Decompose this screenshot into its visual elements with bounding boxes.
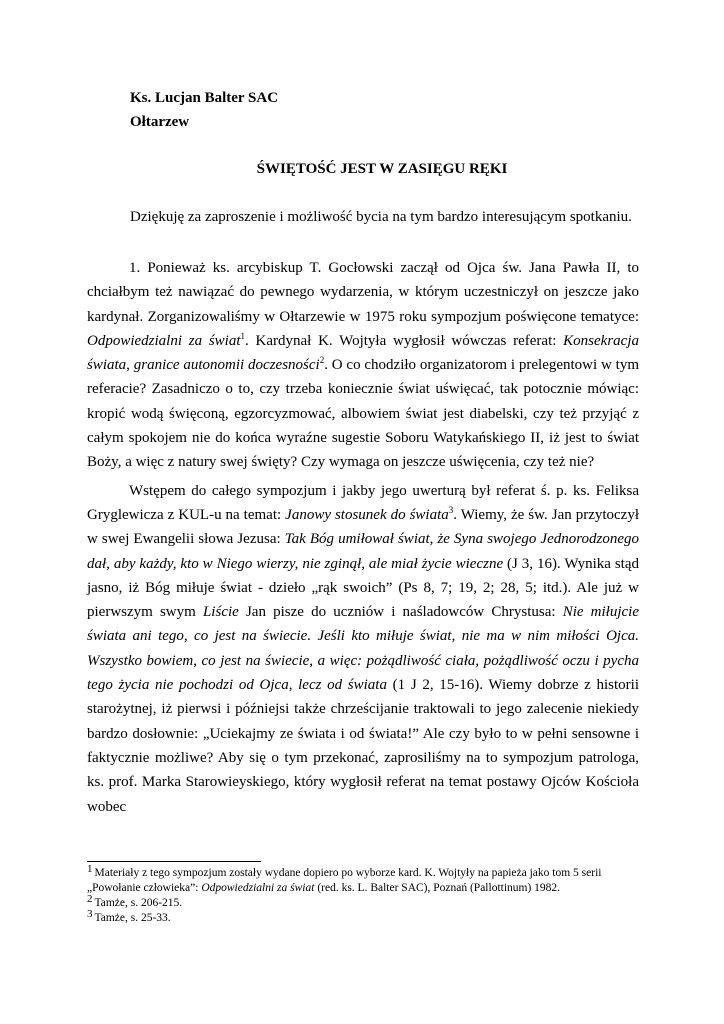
paragraph-1-text: . Kardynał K. Wojtyła wygłosił wówczas referat: xyxy=(245,332,564,349)
paragraph-2-quote: Nie miłujcie świata ani tego, co jest na świecie. Jeśli kto miłuje świat, nie ma w nim miłości Ojca. Wszystko bowiem, co jest na świecie, a więc: pożądliwość ciała, pożądliwość oczu i pycha tego życia nie pochodzi od Ojca, lecz od świata xyxy=(87,604,639,694)
footnote-ref-2: 2 xyxy=(319,355,325,366)
body-text xyxy=(87,256,639,819)
footnote-text: Materiały z tego sympozjum zostały wydane dopiero po wyborze kard. K. Wojtyły na papieża jako tom 5 serii xyxy=(94,867,602,879)
footnote-text: Tamże, s. 206-215. xyxy=(94,897,183,909)
footnote-text: „Powołanie człowieka”: xyxy=(87,882,202,894)
author-name: Ks. Lucjan Balter SAC xyxy=(130,90,279,106)
footnote-text: (red. ks. L. Balter SAC), Poznań (Pallottinum) 1982. xyxy=(314,882,561,894)
footnote-2 xyxy=(87,893,647,911)
footnote-number: 1 xyxy=(87,863,93,875)
paragraph-2-text: , xyxy=(106,555,114,572)
paragraph-1-text: . O co chodziło organizatorom i prelegentowi w tym referacie? Zasadniczo o to, czy trzeba koniecznie świat uświęcać, tak potocznie mówiąc: kropić wodą święconą, egzorcyzmować, albowiem świat jest diabelski, czy też przyjąć z całym spokojem nie do końca wyraźne sugestie Soboru Watykańskiego II, iż jest to świat Boży, a więc z natury swej święty? Czy wymaga on jeszcze uświęcenia, czy też nie? xyxy=(87,357,639,471)
footnote-1-continued xyxy=(87,881,647,896)
footnote-number: 2 xyxy=(87,893,93,905)
paragraph-2-text: Wstępem do całego sympozjum i jakby jego uwerturą był referat ś. p. ks. Feliksa Gryglewicza z KUL-u na temat: xyxy=(87,482,639,523)
footnote-separator xyxy=(87,861,261,862)
paragraph-2-text: (1 J 2, 15-16). Wiemy dobrze z historii starożytnej, iż pierwsi i późniejsi także chrześcijanie traktowali to jego zalecenie niekiedy bardzo dosłownie: „Uciekajmy ze świata i od świata!” Ale czy było to w pełni sensowne i faktycznie możliwe? Aby się o tym przekonać, zaprosiliśmy na to sympozjum patrologa, ks. prof. Marka Starowieyskiego, który wygłosił referat na temat postawy Ojców Kościoła wobec xyxy=(87,677,639,815)
footnotes xyxy=(87,863,647,926)
footnote-number: 3 xyxy=(87,908,93,920)
paragraph-1-italic-title: Odpowiedzialni za świat xyxy=(87,332,241,349)
document-title: ŚWIĘTOŚĆ JEST W ZASIĘGU RĘKI xyxy=(256,161,508,177)
paragraph-1-text: 1. Ponieważ ks. arcybiskup T. Gocłowski zaczął od Ojca św. Jana Pawła II, to chciałbym też nawiązać do pewnego wydarzenia, w którym uczestniczył on jeszcze jako kardynał. Zorganizowaliśmy w Ołtarzewie w 1975 roku sympozjum poświęcone tematyce: xyxy=(87,260,639,325)
paragraph-2-quote: aby każdy, kto w Niego wierzy, nie zginął, ale miał życie wieczne xyxy=(113,555,504,572)
paragraph-2-quote: Tak Bóg umiłował świat, że Syna swojego Jednorodzonego dał xyxy=(87,531,640,572)
paragraph-2-italic-word: Liście xyxy=(202,604,239,621)
footnote-text: Tamże, s. 25-33. xyxy=(94,912,171,924)
footnote-italic-title: Odpowiedzialni za świat xyxy=(201,882,315,894)
footnote-1 xyxy=(87,863,647,881)
footnote-3 xyxy=(87,908,647,926)
paragraph-1-italic-title: Konsekracja świata, granice autonomii doczesności xyxy=(87,332,639,374)
paragraph-2 xyxy=(87,479,639,819)
footnote-ref-3: 3 xyxy=(448,504,454,515)
paragraph-2-text: . Wiemy, że św. Jan przytoczył w swej Ewangelii słowa Jezusa: xyxy=(87,506,640,548)
paragraph-2-italic-title: Janowy stosunek do świata xyxy=(285,506,449,523)
paragraph-2-text: (J 3, 16). Wynika stąd jasno, iż Bóg miłuje świat - dzieło „rąk swoich” (Ps 8, 7; 19, 2; 28, 5; itd.). Ale już w pierwszym swym xyxy=(87,555,639,621)
opening-sentence: Dziękuję za zaproszenie i możliwość bycia na tym bardzo interesującym spotkaniu. xyxy=(130,209,632,225)
author-place: Ołtarzew xyxy=(130,114,190,130)
author-block xyxy=(130,86,278,134)
paragraph-2-text: Jan pisze do uczniów i naśladowców Chrystusa: xyxy=(238,604,563,621)
paragraph-1 xyxy=(87,256,639,475)
footnote-ref-1: 1 xyxy=(240,330,246,341)
